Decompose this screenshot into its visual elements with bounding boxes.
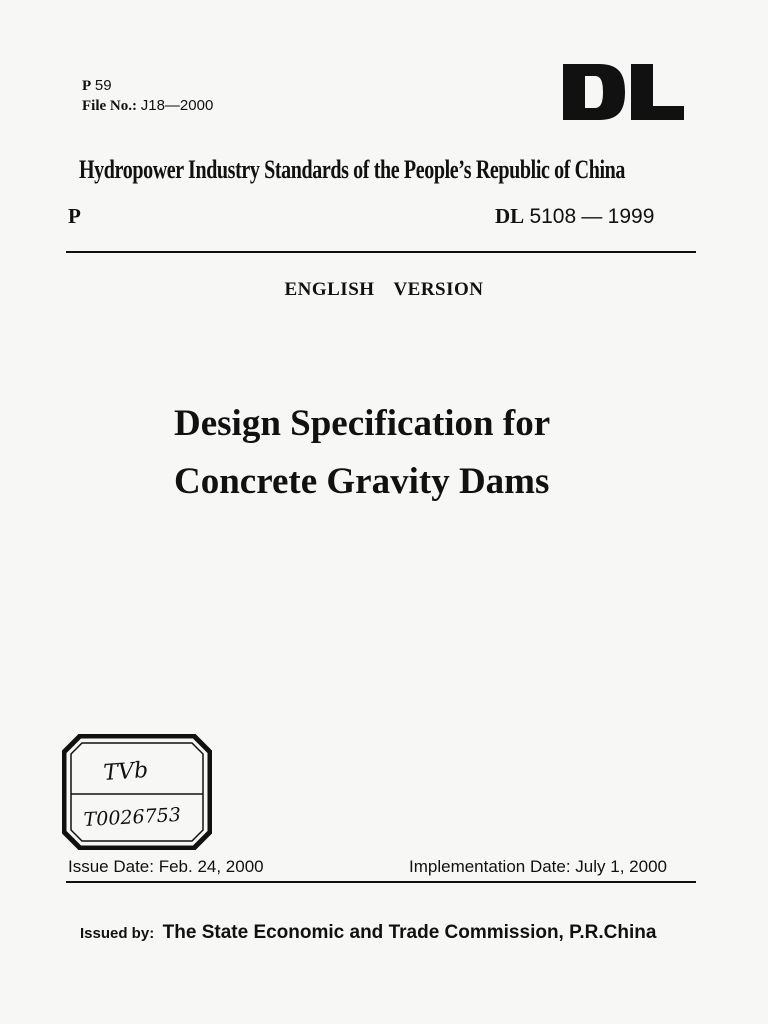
document-title-line-2: Concrete Gravity Dams	[174, 461, 550, 502]
standard-series: DL	[495, 204, 525, 228]
page-label: P	[82, 78, 92, 94]
page-number	[82, 77, 112, 95]
footer-divider	[66, 881, 696, 883]
implementation-date: Implementation Date: July 1, 2000	[409, 857, 667, 876]
stamp-line-2: T0026753	[83, 803, 182, 831]
library-stamp	[62, 734, 212, 850]
classification-code: P	[68, 204, 81, 228]
file-number	[82, 97, 213, 115]
document-title-line-1: Design Specification for	[174, 403, 551, 444]
dl-logo	[563, 64, 684, 120]
issuer-label: Issued by:	[80, 925, 155, 942]
stamp-line-1: TVb	[102, 757, 149, 786]
header-divider	[66, 251, 696, 253]
standard-code: 5108	[529, 205, 577, 228]
file-value: J18—2000	[140, 97, 214, 114]
issuer	[80, 922, 656, 944]
standard-dash: —	[581, 205, 603, 228]
industry-title: Hydropower Industry Standards of the People’s Republic of China	[79, 155, 626, 184]
issuer-name: The State Economic and Trade Commission, P.R.China	[162, 922, 657, 943]
file-label: File No.:	[82, 98, 137, 114]
page-value: 59	[94, 77, 112, 94]
issue-date: Issue Date: Feb. 24, 2000	[68, 857, 264, 876]
standard-year: 1999	[607, 205, 655, 228]
standard-number	[495, 204, 654, 229]
version-label: ENGLISH VERSION	[284, 279, 484, 300]
